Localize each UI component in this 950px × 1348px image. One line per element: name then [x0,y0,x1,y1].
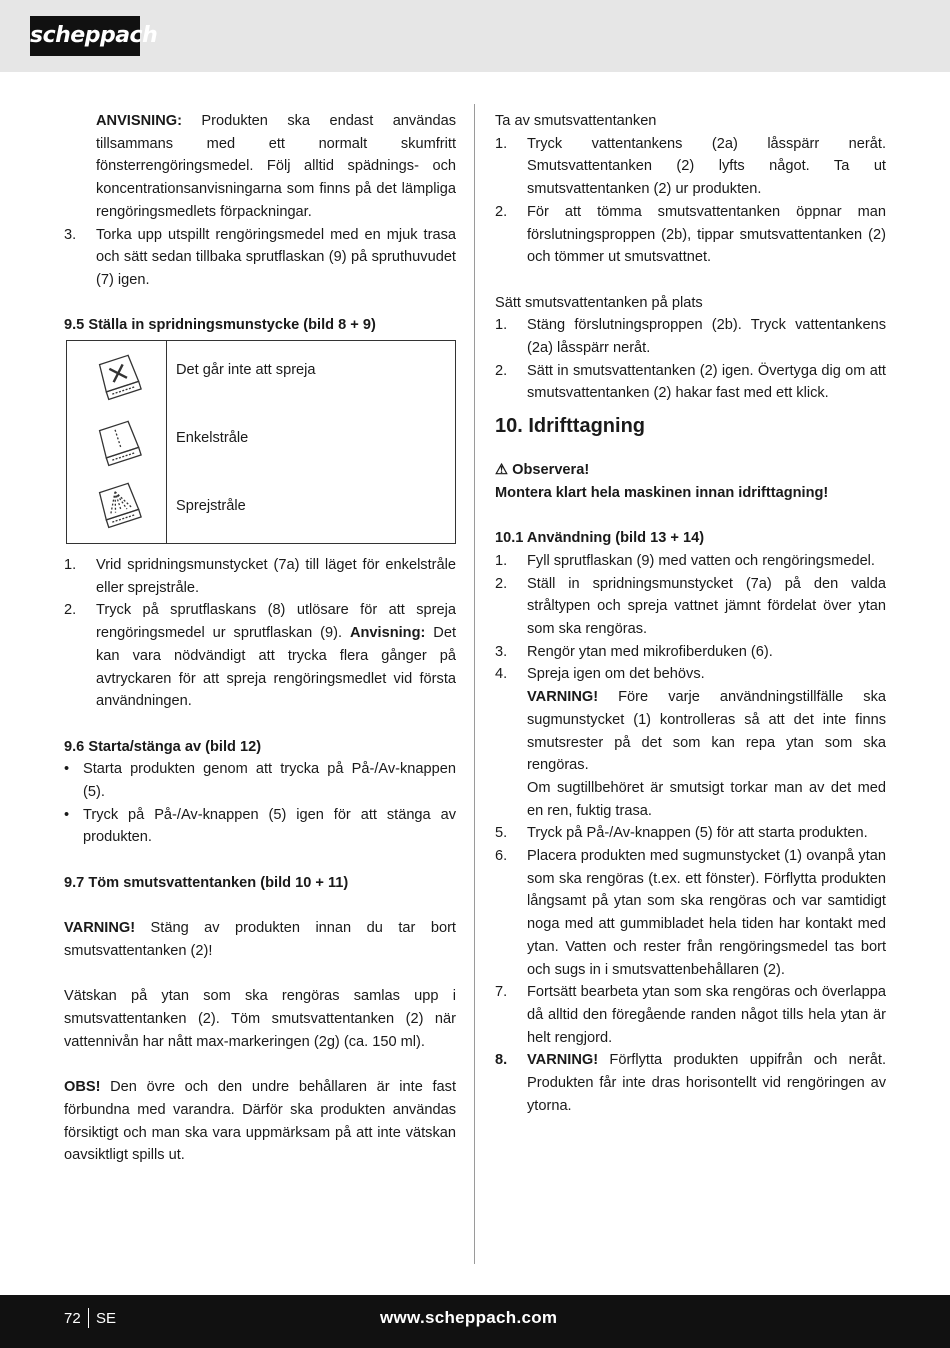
list-item: 1. Fyll sprutflaskan (9) med vatten och rengöringsmedel. [495,552,875,569]
list-item: 3. Torka upp utspillt rengöringsmedel med en mjuk trasa och sätt sedan tillbaka sprutflaskan (9) på spruthuvudet (7) igen. [64,226,456,288]
list-item: 2. Ställ in spridningsmunstycket (7a) på den valda stråltypen och spreja vattnet jämnt fördelat över ytan som ska rengöras. [495,575,886,638]
section-heading-9-6: 9.6 Starta/stänga av (bild 12) [64,738,262,755]
chapter-heading-10: 10. Idrifttagning [495,415,645,438]
website-link[interactable]: www.scheppach.com [380,1308,558,1327]
list-item: 7. Fortsätt bearbeta ytan som ska rengöras och överlappa då alltid den föregående randen något tills hela ytan är helt rengjord. [495,984,886,1046]
list-item: 2. Sätt in smutsvattentanken (2) igen. Övertyga dig om att smutsvattentanken (2) hakar fast med ett klick. [495,362,886,402]
subheading-insert-tank: Sätt smutsvattentanken på plats [495,294,703,311]
nozzle-label-spray: Sprejstråle [176,498,246,515]
warning-paragraph: VARNING! Stäng av produkten innan du tar bort smutsvattentanken (2)! [64,920,456,959]
nozzle-table [66,340,456,544]
page-footer [0,1295,950,1348]
list-item: 5. Tryck på På-/Av-knappen (5) för att starta produkten. [495,825,868,842]
paragraph: Om sugtillbehöret är smutsigt torkar man av det med en ren, fuktig trasa. [527,779,886,819]
list-item: 1. Stäng förslutningsproppen (2b). Tryck vattentankens (2a) låsspärr neråt. [495,317,886,357]
list-item: 2. Tryck på sprutflaskans (8) utlösare för att spreja rengöringsmedel ur sprutflaskan (9). Anvisning: Det kan vara nödvändigt att trycka flera gånger på avtryckaren för att spreja rengöringsmedlet vid första användningen. [64,602,456,710]
list-item: • Starta produkten genom att trycka på På-/Av-knappen (5). [64,761,456,801]
nozzle-single-jet-icon [97,419,143,471]
footer-separator [88,1308,89,1328]
page-header [0,0,950,72]
language-code: SE [96,1310,117,1327]
paragraph: Vätskan på ytan som ska rengöras samlas upp i smutsvattentanken (2). Töm smutsvattentanken (2) när vattennivån har nått max-markeringen (2g) (ca. 150 ml). [64,988,456,1050]
list-item: 1. Vrid spridningsmunstycket (7a) till läget för enkelstråle eller sprejstråle. [64,557,456,596]
list-item: 4. Spreja igen om det behövs. [495,666,705,683]
page-number: 72 [64,1310,81,1327]
scheppach-logo: scheppach [30,16,140,56]
warning-paragraph: VARNING! Före varje användningstillfälle ska sugmunstycket (1) kontrolleras så att det inte finns smutsrester på det som kan repa ytan som ska rengöras. [527,689,886,774]
obs-paragraph: OBS! Den övre och den undre behållaren är inte fast förbundna med varandra. Därför ska produkten användas försiktigt och man ska vara uppmärksam på att inte vätskan oavsiktligt spills ut. [64,1079,456,1164]
right-column [495,110,886,1118]
nozzle-label-single: Enkelstråle [176,430,249,447]
nozzle-label-off: Det går inte att spreja [176,362,316,379]
column-divider [474,104,475,1264]
list-item: 8. VARNING! Förflytta produkten uppifrån och neråt. Produkten får inte dras horisontellt vid rengöringen av ytorna. [495,1052,886,1114]
list-item: 3. Rengör ytan med mikrofiberduken (6). [495,643,773,660]
list-item: 6. Placera produkten med sugmunstycket (1) ovanpå ytan som ska rengöras (t.ex. ett fönster). Förflytta produkten långsamt på ytan som ska rengöras och var samtidigt noga med att gummibladet hela tiden har kontakt med ytan. Vatten och rester från rengöringsmedel tas bort och sugs in i smutsvattenbehållaren (2). [495,848,886,978]
list-item: 1. Tryck vattentankens (2a) låsspärr neråt. Smutsvattentanken (2) lyfts något. Ta ut smutsvattentanken (2) ur produkten. [495,135,886,198]
section-heading-10-1: 10.1 Användning (bild 13 + 14) [495,530,705,547]
list-item: 2. För att tömma smutsvattentanken öppnar man förslutningsproppen (2b), tippar smutsvattentanken (2) och tömmer ut smutsvattnet. [495,203,886,266]
subheading-remove-tank: Ta av smutsvattentanken [495,113,657,129]
section-heading-9-7: 9.7 Töm smutsvattentanken (bild 10 + 11) [64,874,349,891]
intro-note: ANVISNING: Produkten ska endast användas tillsammans med ett normalt skumfritt fönsterrengöringsmedel. Följ alltid spädnings- och koncentrationsanvisningarna som finns på det lämpliga rengöringsmedlets förpackningar. [96,113,456,220]
nozzle-spray-icon [97,481,143,533]
observe-warning: ⚠ Observera! [495,462,590,479]
nozzle-off-icon [97,353,143,405]
observe-warning-text: Montera klart hela maskinen innan idrifttagning! [495,484,829,501]
list-item: • Tryck på På-/Av-knappen (5) igen för att stänga av produkten. [64,806,456,846]
section-heading-9-5: 9.5 Ställa in spridningsmunstycke (bild 8 + 9) [64,317,376,334]
left-column [64,110,456,1167]
